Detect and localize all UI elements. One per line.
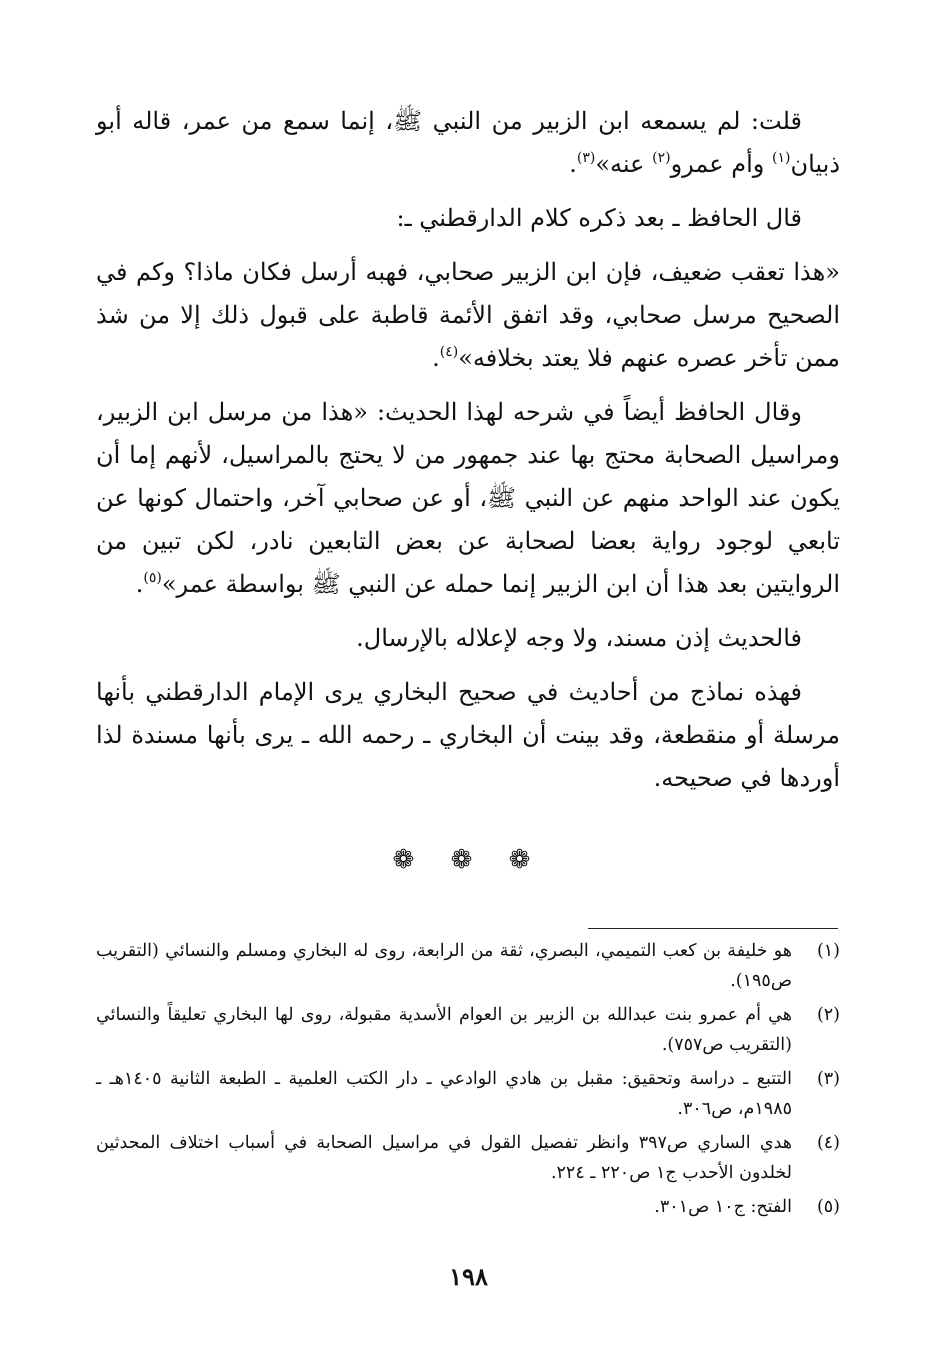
footnote-text: التتبع ـ دراسة وتحقيق: مقبل بن هادي الوادعي ـ دار الكتب العلمية ـ الطبعة الثانية ١٤٠٥هـ ـ ١٩٨٥م، ص٣٠٦. bbox=[96, 1069, 792, 1119]
page-number: ١٩٨ bbox=[449, 1262, 488, 1291]
paragraph-4-end: . bbox=[135, 570, 144, 598]
section-separator: ❁ ❁ ❁ bbox=[392, 845, 545, 875]
paragraph-2 bbox=[96, 197, 840, 240]
paragraph-4 bbox=[96, 391, 840, 606]
paragraph-3-text: «هذا تعقب ضعيف، فإن ابن الزبير صحابي، فهبه أرسل فكان ماذا؟ وكم في الصحيح مرسل صحابي، وقد اتفق الأئمة قاطبة على قبول ذلك إلا من شذ ممن تأخر عصره عنهم فلا يعتد بخلافه» bbox=[96, 258, 840, 372]
paragraph-5 bbox=[96, 617, 840, 660]
footnote-number: (٤) bbox=[816, 1133, 840, 1153]
paragraph-6-text: فهذه نماذج من أحاديث في صحيح البخاري يرى الإمام الدارقطني بأنها مرسلة أو منقطعة، وقد بينت أن البخاري ـ رحمه الله ـ يرى بأنها مسندة لذا أوردها في صحيحه. bbox=[96, 678, 840, 792]
paragraph-1-text: قلت: لم يسمعه ابن الزبير من النبي ﷺ، إنما سمع من عمر، قاله أبو ذبيان bbox=[96, 107, 840, 178]
paragraph-4-text: وقال الحافظ أيضاً في شرحه لهذا الحديث: «هذا من مرسل ابن الزبير، ومراسيل الصحابة محتج بها عند جمهور من لا يحتج بالمراسيل، لأنهم إما أن يكون عند الواحد منهم عن النبي ﷺ، أو عن صحابي آخر، واحتمال كونها عن تابعي لوجود رواية بعضا لصحابة عن بعض التابعين نادر، لكن تبين من الروايتين بعد هذا أن ابن الزبير إنما حمله عن النبي ﷺ بواسطة عمر» bbox=[96, 398, 840, 598]
paragraph-6 bbox=[96, 671, 840, 800]
footnote-number: (٣) bbox=[816, 1069, 840, 1089]
main-text bbox=[96, 100, 840, 811]
footnote-number: (١) bbox=[816, 941, 840, 961]
footnote-text: الفتح: ج١٠ ص٣٠١. bbox=[654, 1197, 792, 1217]
footnote-ref-3: (٣) bbox=[576, 150, 596, 166]
footnote-2 bbox=[96, 1000, 840, 1060]
footnote-ref-2: (٢) bbox=[652, 150, 671, 166]
footnote-text: هدي الساري ص٣٩٧ وانظر تفصيل القول في مراسيل الصحابة في أسباب اختلاف المحدثين لخلدون الأحدب ج١ ص٢٢٠ ـ ٢٢٤. bbox=[96, 1133, 792, 1183]
paragraph-1-end: . bbox=[569, 150, 577, 178]
footnote-text: هو خليفة بن كعب التميمي، البصري، ثقة من الرابعة، روى له البخاري ومسلم والنسائي (التقريب ص١٩٥). bbox=[96, 941, 792, 991]
footnotes bbox=[96, 936, 840, 1226]
footnote-3 bbox=[96, 1064, 840, 1124]
footnote-4 bbox=[96, 1128, 840, 1188]
paragraph-5-text: فالحديث إذن مسند، ولا وجه لإعلاله بالإرسال. bbox=[356, 624, 802, 652]
footnote-number: (٥) bbox=[816, 1197, 840, 1217]
footnote-1 bbox=[96, 936, 840, 996]
paragraph-3 bbox=[96, 251, 840, 380]
footnote-text: هي أم عمرو بنت عبدالله بن الزبير بن العوام الأسدية مقبولة، روى لها البخاري تعليقاً والنسائي (التقريب ص٧٥٧). bbox=[96, 1005, 792, 1055]
footnote-ref-1: (١) bbox=[771, 150, 791, 166]
paragraph-3-end: . bbox=[432, 344, 440, 372]
paragraph-2-text: قال الحافظ ـ بعد ذكره كلام الدارقطني ـ: bbox=[396, 204, 802, 232]
paragraph-1-text-2: وأم عمرو bbox=[670, 150, 772, 178]
footnote-divider bbox=[588, 928, 838, 929]
footnote-number: (٢) bbox=[816, 1005, 840, 1025]
paragraph-1 bbox=[96, 100, 840, 186]
paragraph-1-text-3: عنه» bbox=[595, 150, 653, 178]
footnote-ref-4: (٤) bbox=[439, 344, 459, 360]
footnote-ref-5: (٥) bbox=[143, 570, 162, 586]
footnote-5 bbox=[96, 1192, 840, 1222]
